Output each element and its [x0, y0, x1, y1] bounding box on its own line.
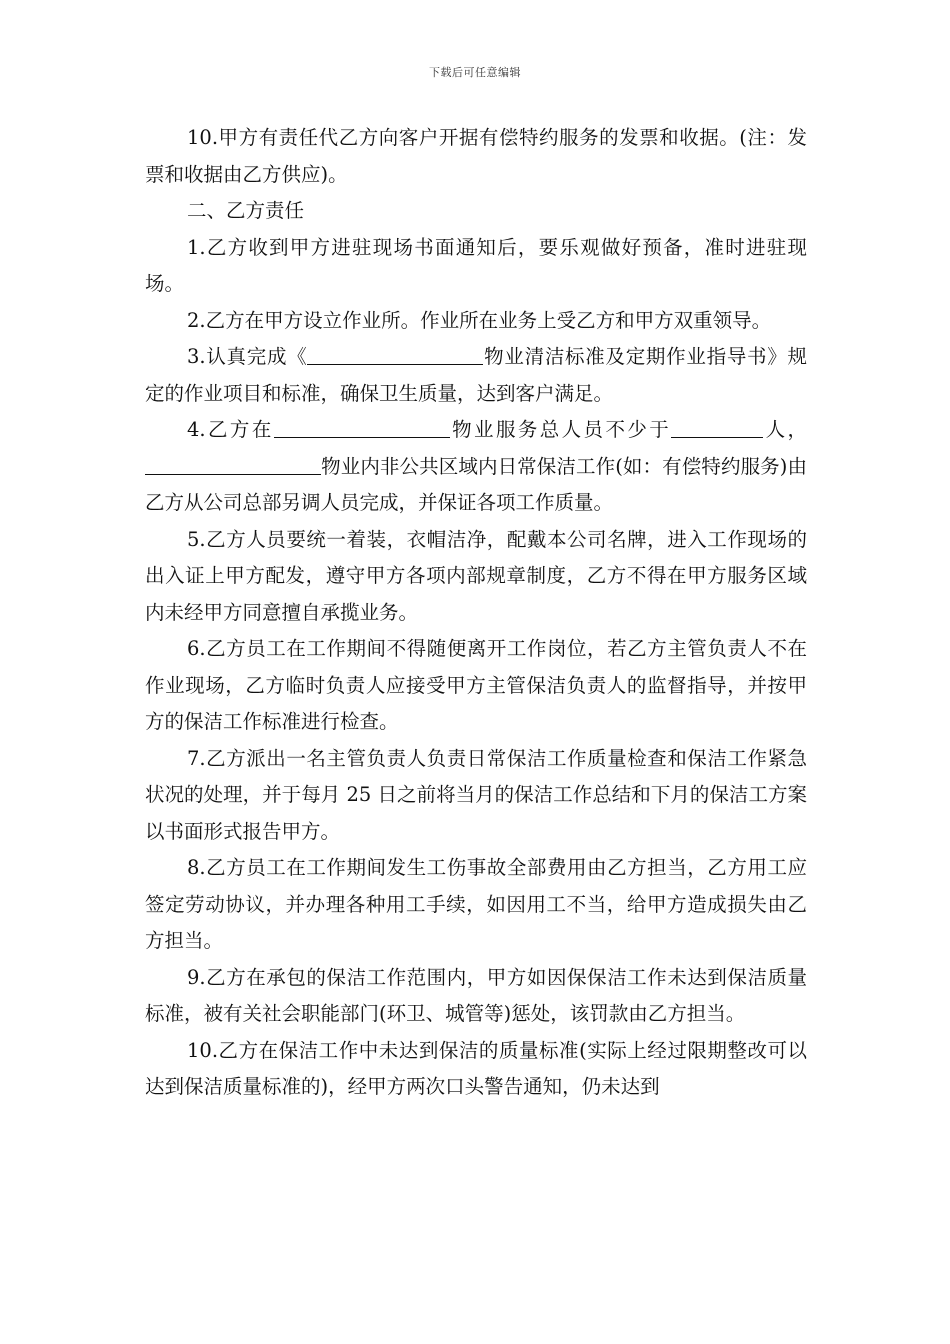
clause-b1: 1.乙方收到甲方进驻现场书面通知后，要乐观做好预备，准时进驻现场。 — [145, 235, 807, 295]
clause-b6: 6.乙方员工在工作期间不得随便离开工作岗位，若乙方主管负责人不在作业现场，乙方临时负责人应接受甲方主管保洁负责人的监督指导，并按甲方的保洁工作标准进行检查。 — [145, 637, 807, 733]
clause-b2: 2.乙方在甲方设立作业所。作业所在业务上受乙方和甲方双重领导。 — [187, 308, 772, 332]
clause-b4-part-a: 4.乙方在 — [187, 418, 274, 441]
document-body — [145, 120, 807, 1106]
clause-b4-part-b: 物业服务总人员不少于 — [449, 418, 672, 441]
clause-b3 — [145, 339, 807, 412]
page-header: 下载后可任意编辑 — [429, 66, 521, 79]
fill-blank — [671, 417, 763, 438]
fill-blank — [274, 417, 450, 438]
clause-b5: 5.乙方人员要统一着装，衣帽洁净，配戴本公司名牌，进入工作现场的出入证上甲方配发，遵守甲方各项内部规章制度，乙方不得在甲方服务区域内未经甲方同意擅自承揽业务。 — [145, 527, 807, 624]
fill-blank — [145, 454, 321, 475]
clause-b9: 9.乙方在承包的保洁工作范围内，甲方如因保保洁工作未达到保洁质量标准，被有关社会职能部门(环卫、城管等)惩处，该罚款由乙方担当。 — [145, 965, 807, 1025]
clause-b4-part-c: 人， — [763, 418, 807, 441]
section-heading-party-b: 二、乙方责任 — [187, 199, 305, 222]
clause-b3-part-b: 物业清洁标准及定期作业指导书》规定的作业项目和标准，确保卫生质量，达到客户满足。 — [145, 345, 807, 405]
clause-b4 — [145, 412, 807, 522]
fill-blank — [307, 344, 483, 365]
clause-b7: 7.乙方派出一名主管负责人负责日常保洁工作质量检查和保洁工作紧急状况的处理，并于每月 25 日之前将当月的保洁工作总结和下月的保洁工方案以书面形式报告甲方。 — [145, 746, 807, 843]
clause-b4-part-d: 物业内非公共区域内日常保洁工作(如：有偿特约服务)由乙方从公司总部另调人员完成，并保证各项工作质量。 — [145, 454, 807, 514]
clause-b8: 8.乙方员工在工作期间发生工伤事故全部费用由乙方担当，乙方用工应签定劳动协议，并办理各种用工手续，如因用工不当，给甲方造成损失由乙方担当。 — [145, 856, 807, 952]
clause-b3-part-a: 3.认真完成《 — [187, 345, 308, 368]
clause-b10: 10.乙方在保洁工作中未达到保洁的质量标准(实际上经过限期整改可以达到保洁质量标准的)，经甲方两次口头警告通知，仍未达到 — [145, 1038, 807, 1098]
clause-a10: 10.甲方有责任代乙方向客户开据有偿特约服务的发票和收据。(注：发票和收据由乙方供应)。 — [145, 126, 807, 186]
